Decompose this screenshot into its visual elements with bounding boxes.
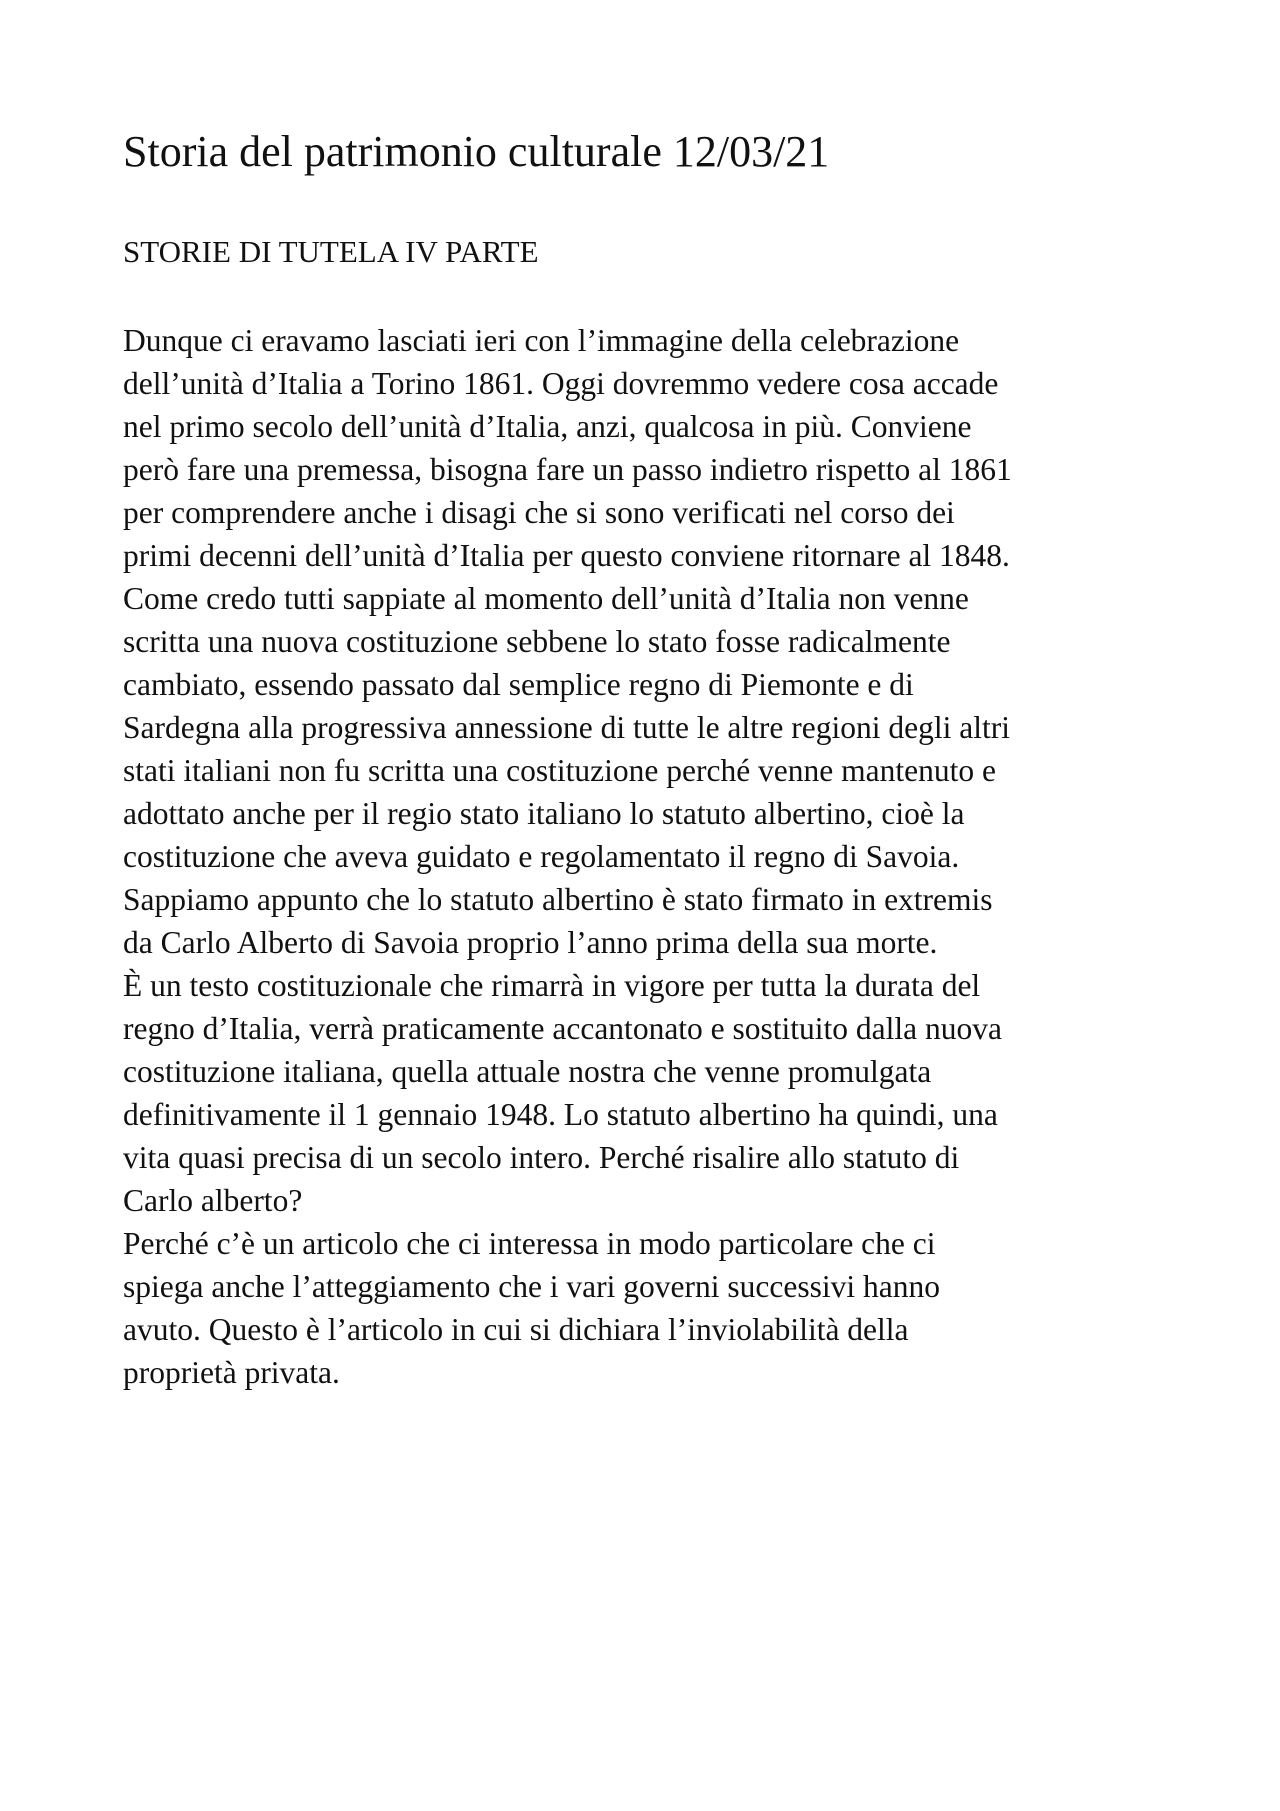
- text-line: Dunque ci eravamo lasciati ieri con l’immagine della celebrazione: [123, 323, 960, 358]
- text-line: costituzione italiana, quella attuale nostra che venne promulgata: [123, 1054, 932, 1089]
- text-line: vita quasi precisa di un secolo intero. Perché risalire allo statuto di: [123, 1140, 960, 1175]
- text-line: spiega anche l’atteggiamento che i vari governi successivi hanno: [123, 1269, 940, 1304]
- text-line: costituzione che aveva guidato e regolamentato il regno di Savoia.: [123, 839, 960, 874]
- text-line: proprietà privata.: [123, 1355, 340, 1390]
- text-line: Sardegna alla progressiva annessione di tutte le altre regioni degli altri: [123, 710, 1010, 745]
- text-line: definitivamente il 1 gennaio 1948. Lo statuto albertino ha quindi, una: [123, 1097, 998, 1132]
- text-line: da Carlo Alberto di Savoia proprio l’anno prima della sua morte.: [123, 925, 938, 960]
- text-line: stati italiani non fu scritta una costituzione perché venne mantenuto e: [123, 753, 996, 788]
- text-line: avuto. Questo è l’articolo in cui si dichiara l’inviolabilità della: [123, 1312, 909, 1347]
- text-line: Come credo tutti sappiate al momento dell’unità d’Italia non venne: [123, 581, 969, 616]
- text-line: È un testo costituzionale che rimarrà in vigore per tutta la durata del: [123, 968, 981, 1003]
- text-line: per comprendere anche i disagi che si sono verificati nel corso dei: [123, 495, 955, 530]
- text-line: dell’unità d’Italia a Torino 1861. Oggi dovremmo vedere cosa accade: [123, 366, 999, 401]
- text-line: regno d’Italia, verrà praticamente accantonato e sostituito dalla nuova: [123, 1011, 1003, 1046]
- text-line: adottato anche per il regio stato italiano lo statuto albertino, cioè la: [123, 796, 965, 831]
- section-heading: STORIE DI TUTELA IV PARTE: [123, 234, 539, 269]
- text-line: cambiato, essendo passato dal semplice regno di Piemonte e di: [123, 667, 914, 702]
- text-line: primi decenni dell’unità d’Italia per questo conviene ritornare al 1848.: [123, 538, 1010, 573]
- text-line: Carlo alberto?: [123, 1183, 303, 1218]
- text-line: Perché c’è un articolo che ci interessa in modo particolare che ci: [123, 1226, 936, 1261]
- text-line: Sappiamo appunto che lo statuto albertino è stato firmato in extremis: [123, 882, 993, 917]
- body-text: [123, 319, 1012, 1394]
- text-line: scritta una nuova costituzione sebbene lo stato fosse radicalmente: [123, 624, 951, 659]
- document-title: Storia del patrimonio culturale 12/03/21: [123, 127, 830, 176]
- text-line: però fare una premessa, bisogna fare un passo indietro rispetto al 1861: [123, 452, 1012, 487]
- text-line: nel primo secolo dell’unità d’Italia, anzi, qualcosa in più. Conviene: [123, 409, 972, 444]
